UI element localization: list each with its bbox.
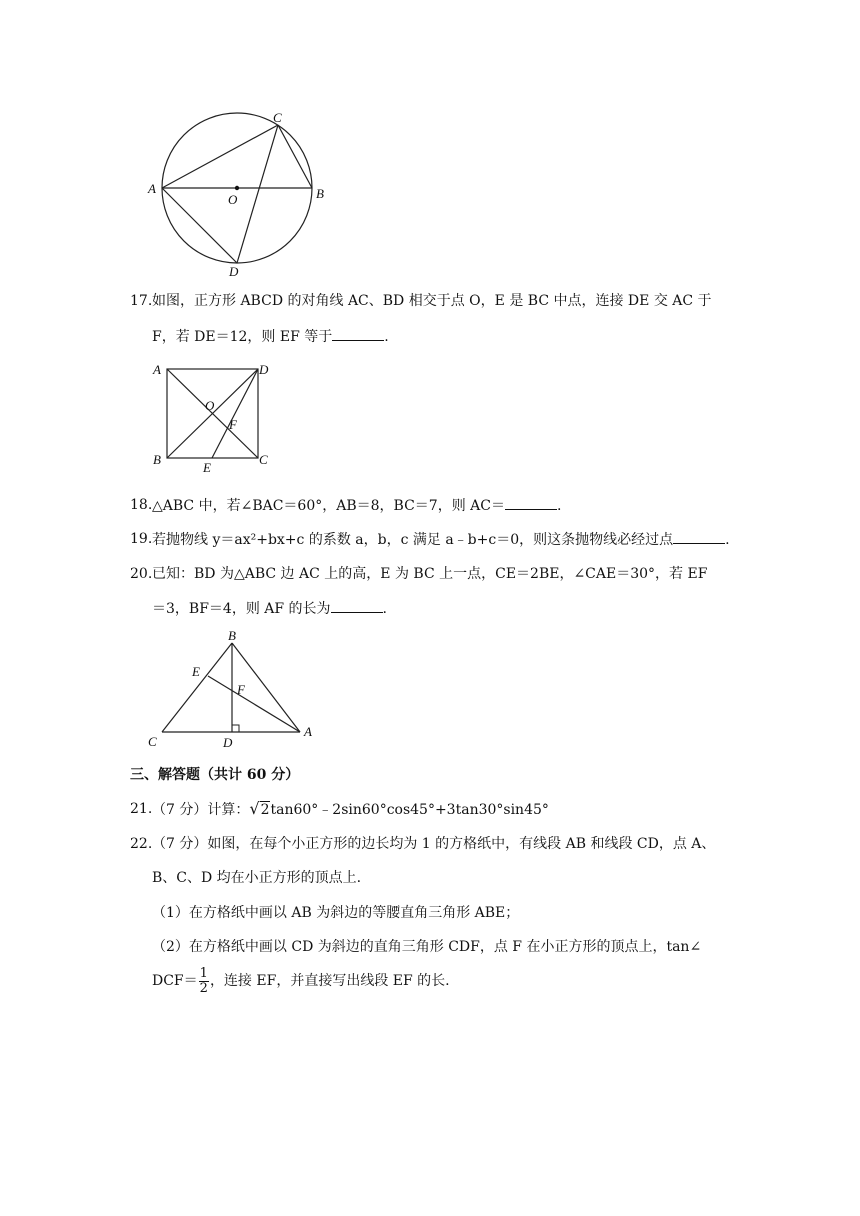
answer-blank[interactable] [673,529,725,544]
label-d: D [259,362,269,377]
question-number: 20. [130,566,153,582]
question-number: 17. [130,293,153,309]
label-a: A [153,362,161,377]
answer-blank[interactable] [331,598,383,613]
question-text: （7 分）如图，在每个小正方形的边长均为 1 的方格纸中，有线段 AB 和线段 CD，点 A、 [152,836,716,852]
sub-question-1: （1）在方格纸中画以 AB 为斜边的等腰直角三角形 ABE； [152,905,520,921]
question-text: B、C、D 均在小正方形的顶点上. [152,870,362,886]
period: . [382,601,387,617]
question-text: 如图，正方形 ABCD 的对角线 AC、BD 相交于点 O，E 是 BC 中点，连接 DE 交 AC 于 [152,293,712,309]
question-text: △ABC 中，若∠BAC＝60°，AB＝8，BC＝7，则 AC＝ [152,498,505,514]
question-number: 21. [130,801,153,817]
sub-question-2-cont: DCF＝ [152,973,198,989]
label-o: O [228,192,238,207]
label-c: C [273,110,282,125]
question-text: F，若 DE＝12，则 EF 等于 [152,329,333,345]
answer-blank[interactable] [332,326,384,341]
fraction-denominator: 2 [199,980,208,996]
period: . [384,329,389,345]
label-b: B [316,186,324,201]
label-c: C [148,734,157,749]
label-b: B [228,628,236,643]
section-title: 三、解答题（共计 60 分） [130,767,300,783]
fraction-numerator: 1 [199,965,208,981]
label-d: D [229,264,239,279]
question-number: 18. [130,497,153,513]
fraction [199,967,209,996]
label-e: E [203,460,211,475]
label-a: A [148,181,156,196]
question-text: ＝3，BF＝4，则 AF 的长为 [152,601,331,617]
question-prefix: （7 分）计算： [152,802,250,818]
sqrt-symbol: √ [249,799,260,818]
sub-question-2: （2）在方格纸中画以 CD 为斜边的直角三角形 CDF，点 F 在小正方形的顶点上，tan∠ [152,939,702,955]
label-f: F [237,682,245,697]
figure-square-abcd [145,358,280,476]
question-text: 已知：BD 为△ABC 边 AC 上的高，E 为 BC 上一点，CE＝2BE，∠CAE＝30°，若 EF [152,566,708,582]
label-e: E [192,664,200,679]
question-text: 若抛物线 y＝ax²+bx+c 的系数 a，b，c 满足 a﹣b+c＝0，则这条抛物线必经过点 [152,532,674,548]
label-o: O [205,398,215,413]
figure-circle-abcd [140,108,340,280]
label-a: A [304,724,312,739]
period: . [557,498,562,514]
answer-blank[interactable] [505,495,557,510]
question-expression: tan60°﹣2sin60°cos45°+3tan30°sin45° [270,802,549,818]
label-c: C [259,452,268,467]
label-f: F [229,417,237,432]
label-d: D [223,735,233,750]
sub-question-2-end: ，连接 EF，并直接写出线段 EF 的长. [209,973,450,989]
period: . [725,532,730,548]
radicand: 2 [260,802,270,818]
question-number: 19. [130,531,153,547]
figure-triangle-abc [140,628,325,750]
label-b: B [153,452,161,467]
question-number: 22. [130,836,153,852]
